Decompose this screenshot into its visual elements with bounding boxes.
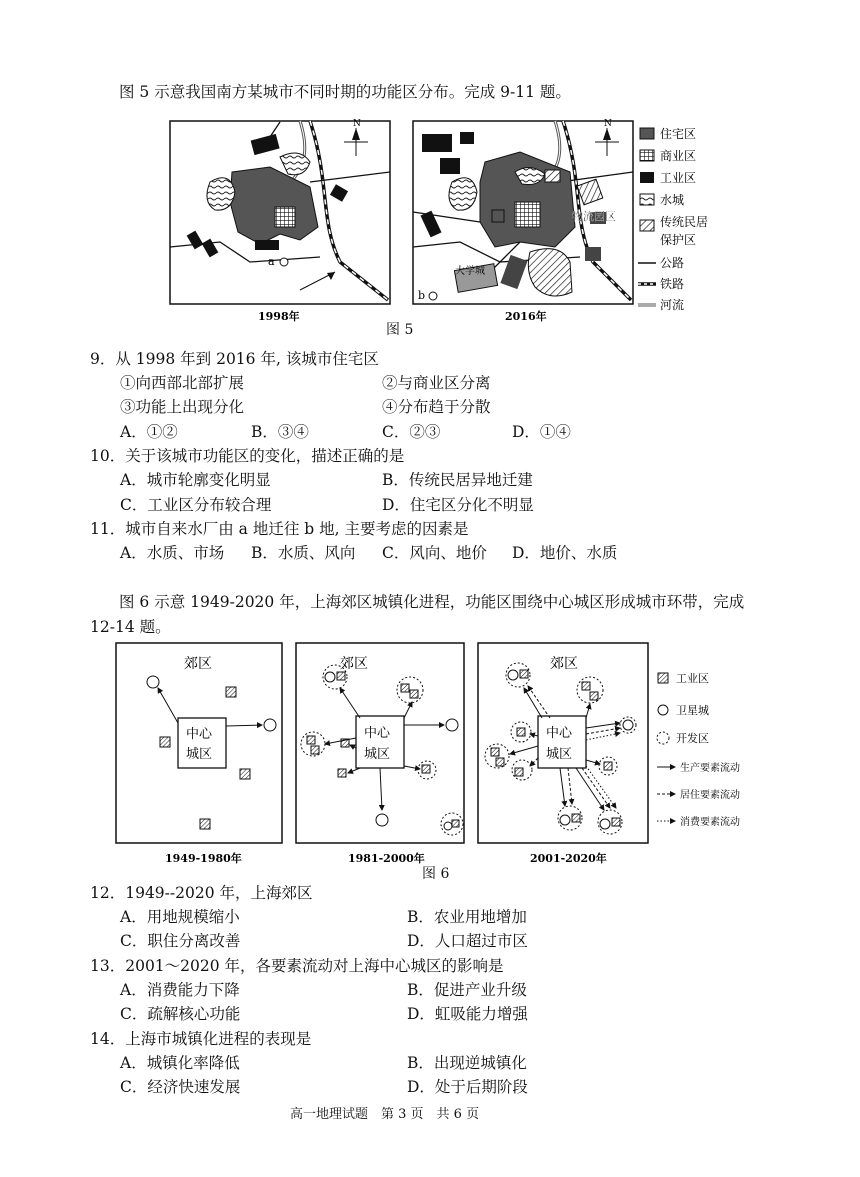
q10-option-d: D．住宅区分化不明显 [382, 496, 534, 514]
logistics-label: 物流园区 [572, 210, 616, 223]
svg-text:郊区: 郊区 [550, 656, 578, 672]
industrial-zone-icon [658, 673, 668, 683]
svg-text:城区: 城区 [546, 747, 573, 762]
point-a-label: a [268, 255, 275, 268]
q9-s2: ②与商业区分离 [382, 374, 491, 392]
heritage-swatch [640, 220, 654, 231]
fig6-caption: 图 6 [422, 866, 450, 882]
point-b-label: b [418, 289, 426, 302]
commercial-block [275, 207, 295, 227]
q12-option-d: D．人口超过市区 [407, 932, 528, 950]
svg-text:郊区: 郊区 [340, 656, 368, 672]
q9-s3: ③功能上出现分化 [120, 398, 245, 416]
q10-stem: 10．关于该城市功能区的变化，描述正确的是 [90, 447, 405, 465]
industrial-swatch [640, 172, 654, 183]
svg-text:公路: 公路 [660, 256, 685, 270]
intro-fig6-line1: 图 6 示意 1949-2020 年，上海郊区城镇化进程，功能区围绕中心城区形成城市环带，完成 [119, 593, 745, 611]
q13-option-a: A．消费能力下降 [120, 981, 240, 999]
svg-text:城区: 城区 [364, 747, 391, 762]
figure-6 [110, 638, 770, 868]
svg-text:工业区: 工业区 [676, 672, 709, 685]
map-2016 [413, 119, 633, 304]
fig5-legend [638, 127, 708, 312]
q13-option-d: D．虹吸能力增强 [407, 1005, 528, 1023]
q12-option-c: C．职住分离改善 [120, 932, 241, 950]
svg-text:卫星城: 卫星城 [676, 704, 709, 717]
q12-option-b: B．农业用地增加 [407, 908, 527, 926]
q9-stem: 9．从 1998 年到 2016 年, 该城市住宅区 [90, 350, 379, 368]
svg-text:河流: 河流 [660, 298, 685, 312]
fig6-panel-1981 [296, 643, 464, 843]
svg-text:郊区: 郊区 [184, 656, 212, 672]
svg-text:城区: 城区 [186, 747, 213, 762]
q10-option-c: C．工业区分布较合理 [120, 496, 272, 514]
q9-s4: ④分布趋于分散 [382, 398, 491, 416]
period2-caption: 1981-2000年 [348, 852, 425, 865]
q9-s1: ①向西部北部扩展 [120, 374, 245, 392]
svg-text:生产要素流动: 生产要素流动 [680, 763, 740, 774]
svg-text:N: N [353, 119, 361, 129]
fig6-panel-2001 [478, 643, 648, 843]
university-label: 大学城 [455, 266, 485, 277]
svg-text:保护区: 保护区 [660, 233, 697, 247]
fig6-legend [657, 671, 740, 828]
q11-stem: 11．城市自来水厂由 a 地迁往 b 地, 主要考虑的因素是 [90, 520, 469, 538]
period3-caption: 2001-2020年 [530, 852, 607, 865]
q13-option-b: B．促进产业升级 [407, 981, 527, 999]
q13-stem: 13．2001～2020 年，各要素流动对上海中心城区的影响是 [90, 957, 504, 975]
q14-option-b: B．出现逆城镇化 [407, 1054, 527, 1072]
svg-text:工业区: 工业区 [660, 171, 697, 185]
intro-fig5: 图 5 示意我国南方某城市不同时期的功能区分布。完成 9-11 题。 [119, 83, 571, 101]
q11-option-d: D．地价、水质 [512, 544, 618, 562]
svg-text:传统民居: 传统民居 [660, 215, 709, 229]
q13-option-c: C．疏解核心功能 [120, 1005, 241, 1023]
svg-text:消费要素流动: 消费要素流动 [680, 817, 740, 828]
q9-option-c: C．②③ [382, 423, 441, 441]
fig5-caption: 图 5 [386, 322, 414, 338]
q14-option-d: D．处于后期阶段 [407, 1078, 528, 1096]
svg-text:水城: 水城 [660, 193, 685, 207]
residential-swatch [640, 128, 654, 139]
figure-5 [160, 112, 720, 327]
q12-stem: 12．1949--2020 年，上海郊区 [90, 884, 313, 902]
q10-option-b: B．传统民居异地迁建 [382, 471, 533, 489]
q9-option-b: B．③④ [251, 423, 309, 441]
map-1998 [170, 119, 390, 304]
page-footer: 高一地理试题 第 3 页 共 6 页 [290, 1107, 480, 1122]
q11-option-b: B．水质、风向 [251, 544, 356, 562]
q10-option-a: A．城市轮廓变化明显 [120, 471, 271, 489]
fig6-panel-1949 [116, 643, 282, 843]
q11-option-c: C．风向、地价 [382, 544, 487, 562]
commercial-swatch [640, 150, 654, 161]
q9-option-a: A．①② [120, 423, 178, 441]
svg-text:住宅区: 住宅区 [660, 127, 697, 141]
svg-text:N: N [604, 119, 612, 129]
svg-text:中心: 中心 [364, 726, 391, 741]
svg-text:居住要素流动: 居住要素流动 [680, 790, 740, 801]
q11-option-a: A．水质、市场 [120, 544, 225, 562]
q14-stem: 14．上海市城镇化进程的表现是 [90, 1030, 312, 1048]
development-zone-icon [657, 732, 669, 744]
water-city-swatch [640, 194, 654, 205]
svg-text:商业区: 商业区 [660, 149, 697, 163]
map-2016-caption: 2016年 [505, 310, 547, 323]
svg-text:中心: 中心 [546, 726, 573, 741]
svg-text:中心: 中心 [186, 727, 213, 742]
svg-text:铁路: 铁路 [660, 277, 685, 291]
svg-text:开发区: 开发区 [676, 732, 709, 745]
q9-option-d: D．①④ [512, 423, 571, 441]
period1-caption: 1949-1980年 [165, 852, 242, 865]
intro-fig6-line2: 12-14 题。 [90, 618, 171, 636]
satellite-town-icon [658, 705, 668, 715]
map-1998-caption: 1998年 [258, 310, 300, 323]
q14-option-c: C．经济快速发展 [120, 1078, 241, 1096]
q14-option-a: A．城镇化率降低 [120, 1054, 240, 1072]
q12-option-a: A．用地规模缩小 [120, 908, 240, 926]
